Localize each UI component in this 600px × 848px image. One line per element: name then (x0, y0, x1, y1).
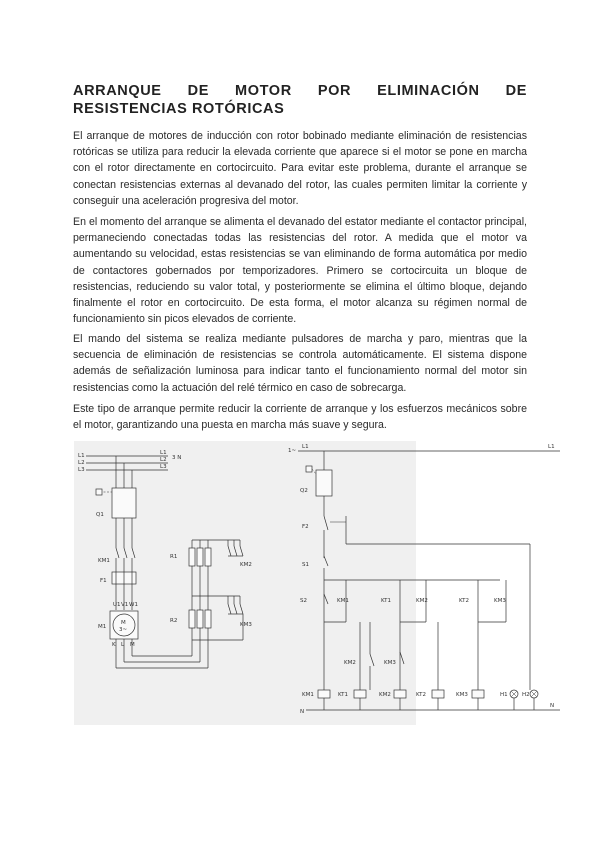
motor-m1-label: M1 (98, 624, 107, 630)
coil-km1-label: KM1 (302, 692, 314, 698)
resistor-r2-label: R2 (170, 618, 178, 624)
svg-text:W1: W1 (129, 602, 138, 608)
motor-phase-label: 3~ (119, 627, 128, 633)
lamp-h1-label: H1 (500, 692, 508, 698)
start-button-s2 (324, 594, 328, 604)
supply-type-label: 3 N (172, 455, 182, 461)
start-button-s2-label: S2 (300, 598, 307, 604)
interlock-km2 (370, 654, 374, 666)
coil-km1 (318, 690, 330, 698)
contact-km1-label: KM1 (337, 598, 349, 604)
thermal-contact-f2 (324, 516, 328, 558)
resistor-r1-c (205, 548, 211, 566)
coil-kt1-label: KT1 (338, 692, 349, 698)
paragraph-operation: En el momento del arranque se alimenta el devanado del estator mediante el contactor principal, permaneciendo conectadas todas las resistencias del rotor. A medida que el motor va aumentando su velocidad, estas resistencias se van eliminando de forma automática por medio de contactores gobernados por temporizadores. Primero se cortocircuita un bloque de resistencias, reduciendo su valor total, y posteriormente se elimina el último bloque, dejando finalmente el rotor en cortocircuito. De esta forma, el motor alcanza su régimen normal de funcionamiento sin picos elevados de corriente. (73, 216, 527, 326)
svg-text:V1: V1 (121, 602, 129, 608)
line-label-right-l1: L1 (160, 450, 167, 456)
control-circuit (288, 444, 560, 715)
control-neutral-label-left: N (300, 709, 305, 715)
line-label-l3: L3 (78, 467, 85, 473)
interlock-km3 (400, 652, 404, 664)
contact-km3-label: KM3 (494, 598, 506, 604)
paragraph-intro: El arranque de motores de inducción con rotor bobinado mediante eliminación de resistencias rotóricas se utiliza para reducir la elevada corriente que aparece si el motor se pone en marcha con el rotor directamente en cortocircuito. Para evitar este problema, durante el arranque se conectan resistencias externas al devanado del rotor, las cuales permiten limitar la corriente y conseguir una aceleración progresiva del motor. (73, 130, 527, 207)
lamp-h2-label: H2 (522, 692, 530, 698)
svg-text:L: L (121, 642, 125, 648)
line-label-right-l2: L2 (160, 457, 167, 463)
interlock-km2-label: KM2 (344, 660, 356, 666)
contactor-km3 (228, 604, 243, 614)
paragraph-control: El mando del sistema se realiza mediante pulsadores de marcha y paro, mientras que la secuencia de eliminación de resistencias se controla automáticamente. El sistema dispone además de señalización luminosa para indicar tanto el funcionamiento normal del motor sin resistencias como la actuación del relé térmico en caso de sobrecarga. (73, 333, 527, 394)
document-title: ARRANQUE DE MOTOR POR ELIMINACIÓN DE RESISTENCIAS ROTÓRICAS (73, 83, 527, 117)
contactor-km3-label: KM3 (240, 622, 252, 628)
thermal-contact-f2-label: F2 (302, 524, 309, 530)
interlock-km3-label: KM3 (384, 660, 396, 666)
resistor-r2-c (205, 610, 211, 628)
svg-text:U1: U1 (113, 602, 121, 608)
line-label-l1: L1 (78, 453, 85, 459)
resistor-r2-a (189, 610, 195, 628)
control-top-line-label-right: L1 (548, 444, 555, 450)
svg-text:M: M (130, 642, 135, 648)
breaker-q1 (112, 488, 136, 518)
contactor-km1 (116, 548, 135, 558)
breaker-q2 (316, 470, 332, 496)
control-supply-label: 1~ (288, 448, 297, 454)
coil-km3-label: KM3 (456, 692, 468, 698)
coil-km3 (472, 690, 484, 698)
contact-kt2-label: KT2 (459, 598, 470, 604)
thermal-relay-f1-label: F1 (100, 578, 107, 584)
line-label-l2: L2 (78, 460, 85, 466)
coil-kt2-label: KT2 (416, 692, 427, 698)
contact-kt1-label: KT1 (381, 598, 392, 604)
breaker-q1-label: Q1 (96, 512, 104, 518)
control-neutral-label-right: N (550, 703, 555, 709)
motor-symbol-label: M (121, 620, 126, 626)
stop-button-s1 (324, 556, 328, 580)
resistor-r1-a (189, 548, 195, 566)
resistor-r2-b (197, 610, 203, 628)
contactor-km1-label: KM1 (98, 558, 110, 564)
coil-kt2 (432, 690, 444, 698)
contactor-km2 (228, 546, 243, 556)
breaker-q2-label: Q2 (300, 488, 308, 494)
coil-km2-label: KM2 (379, 692, 391, 698)
control-top-line-label-left: L1 (302, 444, 309, 450)
coil-kt1 (354, 690, 366, 698)
stop-button-s1-label: S1 (302, 562, 309, 568)
contact-km2-label: KM2 (416, 598, 428, 604)
contactor-km2-label: KM2 (240, 562, 252, 568)
resistor-r1-label: R1 (170, 554, 178, 560)
svg-text:K: K (112, 642, 116, 648)
coil-km2 (394, 690, 406, 698)
paragraph-conclusion: Este tipo de arranque permite reducir la corriente de arranque y los esfuerzos mecánicos sobre el motor, garantizando una puesta en marcha más suave y segura. (73, 403, 527, 432)
power-circuit (78, 450, 252, 668)
line-label-right-l3: L3 (160, 464, 167, 470)
resistor-r1-b (197, 548, 203, 566)
